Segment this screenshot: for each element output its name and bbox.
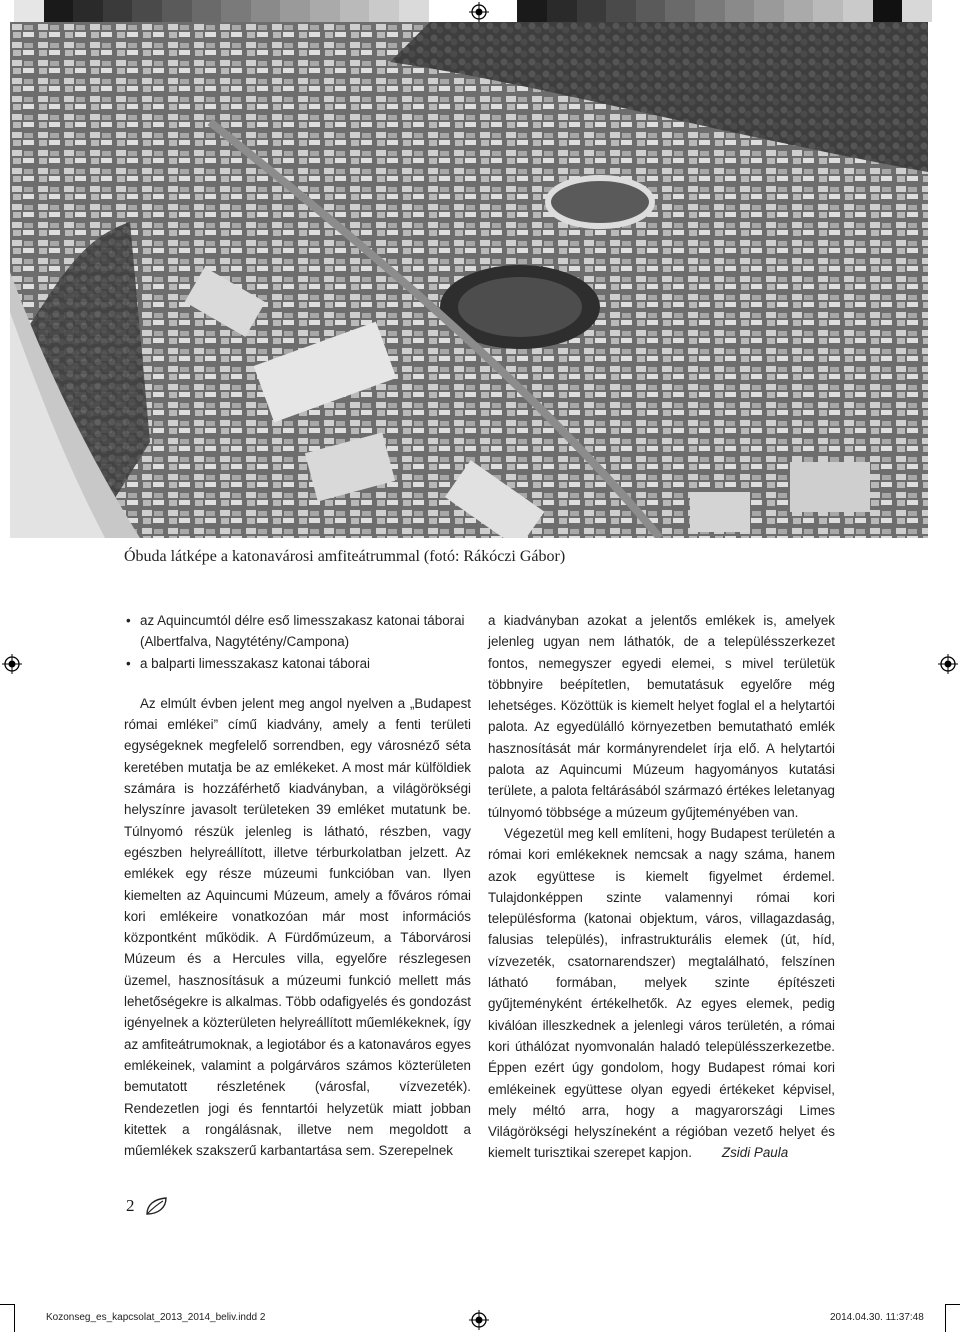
crop-mark bbox=[945, 1304, 946, 1332]
crop-mark bbox=[946, 1304, 960, 1305]
photo-caption: Óbuda látképe a katonavárosi amfiteátrummal (fotó: Rákóczi Gábor) bbox=[124, 548, 566, 565]
list-item: • a balparti limesszakasz katonai táborai bbox=[124, 653, 471, 674]
color-swatch bbox=[488, 0, 518, 22]
color-swatch bbox=[369, 0, 399, 22]
color-swatch bbox=[902, 0, 932, 22]
registration-crosshair-icon bbox=[469, 1310, 489, 1330]
color-swatch bbox=[162, 0, 192, 22]
left-column bbox=[124, 610, 471, 1161]
registration-crosshair-icon bbox=[469, 2, 489, 22]
color-swatch bbox=[547, 0, 577, 22]
aerial-city-photo bbox=[10, 22, 928, 538]
color-swatch bbox=[577, 0, 607, 22]
color-swatch bbox=[132, 0, 162, 22]
author-signature: Zsidi Paula bbox=[721, 1145, 789, 1161]
right-column bbox=[488, 610, 835, 1164]
crop-mark bbox=[14, 1304, 15, 1332]
color-swatch bbox=[14, 0, 44, 22]
color-swatch bbox=[695, 0, 725, 22]
color-swatch bbox=[813, 0, 843, 22]
color-swatch bbox=[310, 0, 340, 22]
bullet-list bbox=[124, 610, 471, 674]
color-swatch bbox=[517, 0, 547, 22]
body-paragraph: Az elmúlt évben jelent meg angol nyelven a „Budapest római emlékei” című kiadvány, amely a fenti területi egységeknek megfelelő sorrendben, egy városnéző séta keretében mutatja be az emlékeket. A most már külföldiek számára is hozzáférhető kiadványban, a világörökségi helyszínre javasolt területeken 39 emléket mutatunk be. Túlnyomó részük jelenleg is látható, részben, vagy egészben helyreállított, illetve térburkolatban jelzett. Az emlékek egy része múzeumi funkcióban van. Ilyen kiemelten az Aquincumi Múzeum, amely a főváros római kori emlékeire vonatkozóan már most információs központként működik. A Fürdőmúzeum, a Táborvárosi Múzeum és a Hercules villa, egyelőre részlegesen üzemel, hasznosításuk a múzeumi funkció mellett más lehetőségekre is alkalmas. Több odafigyelés és gondozást igényelnek a közterületen helyreállított műemlékeknek, így az amfiteátrumoknak, a legiotábor és a katonaváros egyes emlékeinek, valamint a polgárváros számos közterületen bemutatott részletének (városfal, vízvezeték). Rendezetlen jogi és fenntartói helyzetük miatt jobban kitettek a rongálásnak, illetve nem megoldott a műemlékek szakszerű karbantartása sem. Szerepelnek bbox=[124, 695, 471, 1159]
color-swatch bbox=[873, 0, 903, 22]
list-item: • az Aquincumtól délre eső limesszakasz katonai táborai (Albertfalva, Nagytétény/Campona) bbox=[124, 610, 471, 653]
body-paragraph: a kiadványban azokat a jelentős emlékek is, amelyek jelenleg ugyan nem láthatók, de a településszerkezet fontos, nemegyszer egyedi elemei, s mivel területük többnyire beépítetlen, bemutatásuk egyelőre még lehetséges. Közöttük is kiemelt helyet foglal el a helytartói palota. Az egyedülálló környezetben bemutatható emlék hasznosítását már kormányrendelet írja elő. A helytartói palota az Aquincumi Múzeum hagyományos kutatási területe, a palota feltárásából származó értékes leletanyag túlnyomó többsége a múzeum gyűjteményében van. bbox=[488, 613, 835, 820]
color-swatch bbox=[399, 0, 429, 22]
color-swatch bbox=[843, 0, 873, 22]
footer-filename: Kozonseg_es_kapcsolat_2013_2014_beliv.indd 2 bbox=[46, 1312, 266, 1323]
color-swatch bbox=[725, 0, 755, 22]
color-swatch bbox=[606, 0, 636, 22]
page-number: 2 bbox=[126, 1196, 135, 1215]
color-swatch bbox=[636, 0, 666, 22]
registration-crosshair-icon bbox=[938, 654, 958, 674]
color-swatch bbox=[73, 0, 103, 22]
leaf-logo-icon bbox=[144, 1195, 170, 1222]
color-swatch bbox=[44, 0, 74, 22]
color-swatch bbox=[280, 0, 310, 22]
color-swatch bbox=[784, 0, 814, 22]
footer-timestamp: 2014.04.30. 11:37:48 bbox=[830, 1312, 924, 1323]
color-swatch bbox=[251, 0, 281, 22]
color-swatch bbox=[103, 0, 133, 22]
crop-mark bbox=[0, 1304, 14, 1305]
registration-crosshair-icon bbox=[2, 654, 22, 674]
color-swatch bbox=[340, 0, 370, 22]
color-swatch bbox=[192, 0, 222, 22]
color-swatch bbox=[754, 0, 784, 22]
color-swatch bbox=[429, 0, 459, 22]
body-text: Végezetül meg kell említeni, hogy Budapest területén a római kori emlékeknek nemcsak a nagy száma, hanem azok együttese is kiemelt figyelmet érdemel. Tulajdonképpen szinte valamennyi római kori településforma (katonai objektum, város, villagazdaság, falusias település), infrastrukturális elemek (út, híd, vízvezeték, csatornarendszer) megtalálható, felszínen látható formában, melyek szinte építészeti gyűjteményként értékelhetők. Az egyes elemek, pedig kiválóan illeszkednek a jelenlegi város területén, a római kori úthálózat nyomvonalán haladó településszerkezetbe. Éppen ezért úgy gondolom, hogy Budapest római kori emlékeinek együttese olyan egyedi értékeket képvisel, mely méltó arra, hogy a magyarországi Limes Világörökségi helyszíneként a régióban vezető helyet és kiemelt turisztikai szerepet kapjon. bbox=[488, 825, 835, 1161]
color-swatch bbox=[221, 0, 251, 22]
body-paragraph bbox=[488, 823, 835, 1164]
color-swatch bbox=[665, 0, 695, 22]
